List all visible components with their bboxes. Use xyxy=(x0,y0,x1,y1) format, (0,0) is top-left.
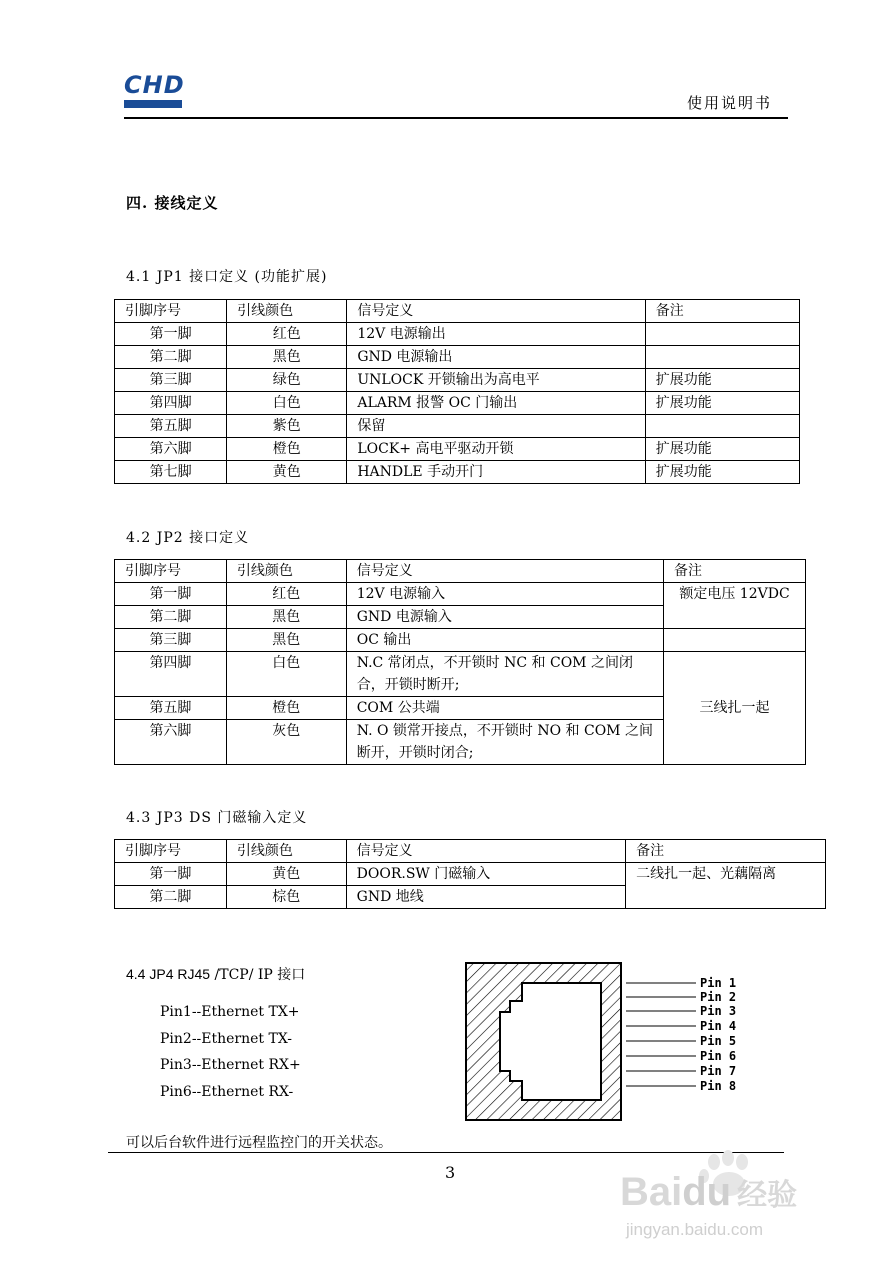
color-cell: 白色 xyxy=(226,652,346,697)
signal-cell: COM 公共端 xyxy=(346,697,663,720)
color-cell: 橙色 xyxy=(227,438,347,461)
signal-cell: DOOR.SW 门磁输入 xyxy=(346,863,625,886)
color-cell: 黑色 xyxy=(226,606,346,629)
color-cell: 黄色 xyxy=(226,863,346,886)
company-logo xyxy=(124,72,188,114)
baidu-watermark xyxy=(612,1150,834,1260)
pin-cell: 第三脚 xyxy=(115,369,227,392)
table-row xyxy=(115,438,800,461)
header-cell: 备注 xyxy=(664,560,806,583)
pin-label: Pin 2 xyxy=(700,990,737,1004)
signal-cell: HANDLE 手动开门 xyxy=(347,461,645,484)
header-cell: 引线颜色 xyxy=(227,300,347,323)
pin-cell: 第六脚 xyxy=(115,720,227,765)
header-cell: 备注 xyxy=(645,300,799,323)
table-row xyxy=(115,629,806,652)
note-cell-empty xyxy=(664,629,806,652)
signal-cell: LOCK+ 高电平驱动开锁 xyxy=(347,438,645,461)
jp2-table xyxy=(114,559,806,765)
color-cell: 橙色 xyxy=(226,697,346,720)
watermark-brand-bai: Bai xyxy=(620,1170,683,1214)
rj45-diagram xyxy=(464,961,754,1123)
jp3-title: 4.3 JP3 DS 门磁输入定义 xyxy=(126,810,308,826)
header-cell: 引线颜色 xyxy=(226,840,346,863)
pin-cell: 第一脚 xyxy=(115,323,227,346)
pin-description: Pin2--Ethernet TX- xyxy=(160,1031,293,1047)
note-cell: 扩展功能 xyxy=(645,392,799,415)
watermark-url: jingyan.baidu.com xyxy=(626,1220,764,1239)
table-row xyxy=(115,863,826,886)
header-cell: 引脚序号 xyxy=(115,560,227,583)
pin-cell: 第五脚 xyxy=(115,697,227,720)
watermark-brand xyxy=(620,1170,797,1215)
signal-cell: GND 电源输入 xyxy=(346,606,663,629)
note-cell xyxy=(645,323,799,346)
jp4-title-suffix: /TCP/ IP 接口 xyxy=(214,967,306,983)
header-cell: 信号定义 xyxy=(346,840,625,863)
header-cell: 引脚序号 xyxy=(115,300,227,323)
table-row xyxy=(115,415,800,438)
color-cell: 黑色 xyxy=(227,346,347,369)
pin-label: Pin 8 xyxy=(700,1079,737,1093)
pin-description: Pin6--Ethernet RX- xyxy=(160,1084,294,1100)
pin-cell: 第二脚 xyxy=(115,606,227,629)
note-cell xyxy=(645,346,799,369)
table-row xyxy=(115,346,800,369)
pin-description: Pin3--Ethernet RX+ xyxy=(160,1057,301,1073)
section-title: 四. 接线定义 xyxy=(126,194,219,212)
pin-description: Pin1--Ethernet TX+ xyxy=(160,1004,300,1020)
pin-cell: 第六脚 xyxy=(115,438,227,461)
pin-cell: 第二脚 xyxy=(115,346,227,369)
page-number: 3 xyxy=(445,1163,456,1182)
logo-text: CHD xyxy=(124,71,185,99)
pin-label: Pin 1 xyxy=(700,976,737,990)
watermark-cn: 经验 xyxy=(737,1179,798,1212)
color-cell: 黑色 xyxy=(226,629,346,652)
jp3-table xyxy=(114,839,826,909)
pin-cell: 第四脚 xyxy=(115,652,227,697)
table-row xyxy=(115,392,800,415)
table-header-row xyxy=(115,560,806,583)
jp4-title xyxy=(126,964,305,984)
header-cell: 备注 xyxy=(626,840,826,863)
header-divider xyxy=(124,117,788,119)
jp4-title-prefix: 4.4 JP4 RJ45 xyxy=(126,966,211,982)
table-row xyxy=(115,583,806,606)
note-cell xyxy=(645,415,799,438)
signal-cell: ALARM 报警 OC 门输出 xyxy=(347,392,645,415)
jp1-table xyxy=(114,299,800,484)
pin-cell: 第二脚 xyxy=(115,886,227,909)
header-cell: 引线颜色 xyxy=(226,560,346,583)
header-cell: 信号定义 xyxy=(346,560,663,583)
pin-cell: 第一脚 xyxy=(115,863,227,886)
header-cell: 信号定义 xyxy=(347,300,645,323)
pin-leads xyxy=(626,983,696,1086)
color-cell: 棕色 xyxy=(226,886,346,909)
pin-cell: 第三脚 xyxy=(115,629,227,652)
color-cell: 紫色 xyxy=(227,415,347,438)
signal-cell: UNLOCK 开锁输出为高电平 xyxy=(347,369,645,392)
signal-cell: 12V 电源输入 xyxy=(346,583,663,606)
table-row xyxy=(115,461,800,484)
remote-monitor-note: 可以后台软件进行远程监控门的开关状态。 xyxy=(126,1135,392,1151)
color-cell: 黄色 xyxy=(227,461,347,484)
note-cell: 扩展功能 xyxy=(645,461,799,484)
note-cell: 二线扎一起、光藕隔离 xyxy=(626,863,826,909)
pin-label: Pin 6 xyxy=(700,1049,737,1063)
pin-cell: 第四脚 xyxy=(115,392,227,415)
note-cell: 扩展功能 xyxy=(645,369,799,392)
signal-cell: N.C 常闭点，不开锁时 NC 和 COM 之间闭合，开锁时断开; xyxy=(346,652,663,697)
color-cell: 红色 xyxy=(226,583,346,606)
note-cell: 三线扎一起 xyxy=(664,652,806,765)
pin-cell: 第五脚 xyxy=(115,415,227,438)
document-title: 使用说明书 xyxy=(686,94,772,112)
header-cell: 引脚序号 xyxy=(115,840,227,863)
table-row xyxy=(115,323,800,346)
jp2-title: 4.2 JP2 接口定义 xyxy=(126,530,250,546)
pin-label: Pin 7 xyxy=(700,1064,737,1078)
pin-label: Pin 3 xyxy=(700,1004,737,1018)
pin-labels xyxy=(700,976,736,1093)
jp1-title: 4.1 JP1 接口定义 (功能扩展) xyxy=(126,269,328,285)
table-header-row xyxy=(115,840,826,863)
rj45-socket-icon xyxy=(466,963,621,1120)
pin-cell: 第七脚 xyxy=(115,461,227,484)
signal-cell: 12V 电源输出 xyxy=(347,323,645,346)
note-cell: 额定电压 12VDC xyxy=(664,583,806,629)
signal-cell: 保留 xyxy=(347,415,645,438)
color-cell: 绿色 xyxy=(227,369,347,392)
signal-cell: N. O 锁常开接点，不开锁时 NO 和 COM 之间断开，开锁时闭合; xyxy=(346,720,663,765)
table-row xyxy=(115,652,806,697)
watermark-brand-du: du xyxy=(682,1170,732,1214)
note-cell: 扩展功能 xyxy=(645,438,799,461)
color-cell: 红色 xyxy=(227,323,347,346)
table-header-row xyxy=(115,300,800,323)
color-cell: 灰色 xyxy=(226,720,346,765)
color-cell: 白色 xyxy=(227,392,347,415)
pin-label: Pin 4 xyxy=(700,1019,737,1033)
table-row xyxy=(115,369,800,392)
signal-cell: GND 电源输出 xyxy=(347,346,645,369)
signal-cell: GND 地线 xyxy=(346,886,625,909)
pin-label: Pin 5 xyxy=(700,1034,737,1048)
signal-cell: OC 输出 xyxy=(346,629,663,652)
logo-underbar xyxy=(124,100,182,108)
pin-cell: 第一脚 xyxy=(115,583,227,606)
